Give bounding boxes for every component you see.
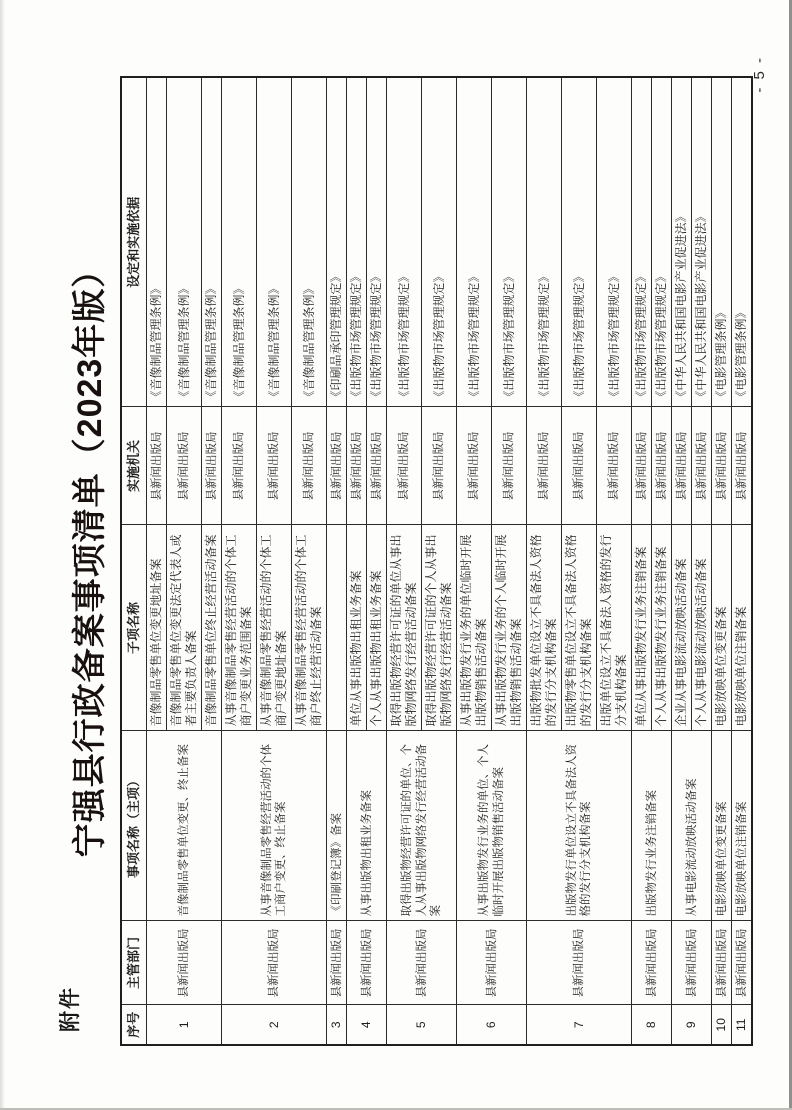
table-row: [387, 77, 422, 1045]
table-row: [457, 77, 492, 1045]
cell-basis: 《出版物市场管理规定》: [457, 77, 492, 407]
cell-department: 县新闻出版局: [632, 921, 672, 1005]
cell-no: 3: [327, 1005, 347, 1045]
column-header-agency: 实施机关: [121, 407, 147, 525]
cell-main-item: 音像制品零售单位变更、终止备案: [147, 731, 222, 921]
cell-sub-item: [327, 525, 347, 731]
cell-no: 6: [457, 1005, 527, 1045]
scan-edge-left: [0, 0, 5, 1110]
cell-sub-item: 出版物零售单位设立不具备法人资格的发行分支机构备案: [562, 525, 597, 731]
cell-sub-item: 企业从事电影流动放映活动备案: [672, 525, 692, 731]
cell-basis: 《电影管理条例》: [732, 77, 753, 407]
cell-department: 县新闻出版局: [672, 921, 712, 1005]
cell-agency: 县新闻出版局: [692, 407, 712, 525]
cell-basis: 《出版物市场管理规定》: [422, 77, 457, 407]
page-title: 宁强县行政备案事项清单（2023年版）: [71, 252, 109, 858]
cell-basis: 《音像制品管理条例》: [222, 77, 257, 407]
cell-department: 县新闻出版局: [527, 921, 632, 1005]
cell-sub-item: 出版物批发单位设立不具备法人资格的发行分支机构备案: [527, 525, 562, 731]
page-number: - 5 -: [751, 56, 768, 93]
cell-agency: 县新闻出版局: [562, 407, 597, 525]
cell-basis: 《出版物市场管理规定》: [367, 77, 387, 407]
column-header-main-item: 事项名称（主项）: [121, 731, 147, 921]
cell-sub-item: 从事音像制品零售经营活动的个体工商户终止经营活动备案: [292, 525, 327, 731]
cell-agency: 县新闻出版局: [527, 407, 562, 525]
table-row: [327, 77, 347, 1045]
cell-agency: 县新闻出版局: [327, 407, 347, 525]
attachment-label: 附件: [59, 986, 82, 1032]
table-row: [712, 77, 732, 1045]
cell-department: 县新闻出版局: [327, 921, 347, 1005]
cell-department: 县新闻出版局: [457, 921, 527, 1005]
cell-basis: 《音像制品管理条例》: [292, 77, 327, 407]
cell-basis: 《音像制品管理条例》: [147, 77, 167, 407]
cell-sub-item: 音像制品零售单位变更法定代表人或者主要负责人备案: [167, 525, 202, 731]
cell-agency: 县新闻出版局: [492, 407, 527, 525]
cell-agency: 县新闻出版局: [712, 407, 732, 525]
cell-main-item: 从事出版物出租业务备案: [347, 731, 387, 921]
cell-sub-item: 从事音像制品零售经营活动的个体工商户变更地址备案: [257, 525, 292, 731]
cell-agency: 县新闻出版局: [457, 407, 492, 525]
cell-main-item: 从事出版物发行业务的单位、个人临时开展出版物销售活动备案: [457, 731, 527, 921]
cell-basis: 《电影管理条例》: [712, 77, 732, 407]
cell-department: 县新闻出版局: [387, 921, 457, 1005]
cell-agency: 县新闻出版局: [387, 407, 422, 525]
cell-basis: 《出版物市场管理规定》: [632, 77, 652, 407]
cell-sub-item: 取得出版物经营许可证的单位从事出版物网络发行经营活动备案: [387, 525, 422, 731]
column-header-no: 序号: [121, 1005, 147, 1045]
cell-basis: 《印刷品承印管理规定》: [327, 77, 347, 407]
table-row: [672, 77, 692, 1045]
cell-department: 县新闻出版局: [347, 921, 387, 1005]
cell-no: 4: [347, 1005, 387, 1045]
table-body: [147, 77, 753, 1045]
cell-main-item: 电影放映单位注销备案: [732, 731, 753, 921]
column-header-sub-item: 子项名称: [121, 525, 147, 731]
cell-basis: 《中华人民共和国电影产业促进法》: [672, 77, 692, 407]
cell-agency: 县新闻出版局: [257, 407, 292, 525]
cell-sub-item: 个人从事出版物出租业务备案: [367, 525, 387, 731]
cell-basis: 《音像制品管理条例》: [167, 77, 202, 407]
cell-sub-item: 电影放映单位变更备案: [712, 525, 732, 731]
cell-no: 8: [632, 1005, 672, 1045]
table-row: [527, 77, 562, 1045]
table-header-row: [121, 77, 147, 1045]
cell-agency: 县新闻出版局: [367, 407, 387, 525]
cell-main-item: 《印刷登记簿》备案: [327, 731, 347, 921]
cell-main-item: 从事音像制品零售经营活动的个体工商户变更、终止备案: [222, 731, 327, 921]
cell-sub-item: 单位从事出版物出租业务备案: [347, 525, 367, 731]
cell-sub-item: 出版单位设立不具备法人资格的发行分支机构备案: [597, 525, 632, 731]
cell-no: 7: [527, 1005, 632, 1045]
table-row: [147, 77, 167, 1045]
cell-basis: 《音像制品管理条例》: [202, 77, 222, 407]
column-header-basis: 设定和实施依据: [121, 77, 147, 407]
cell-sub-item: 音像制品零售单位变更地址备案: [147, 525, 167, 731]
cell-sub-item: 取得出版物经营许可证的个人从事出版物网络发行经营活动备案: [422, 525, 457, 731]
cell-department: 县新闻出版局: [712, 921, 732, 1005]
cell-basis: 《出版物市场管理规定》: [527, 77, 562, 407]
cell-main-item: 电影放映单位变更备案: [712, 731, 732, 921]
cell-sub-item: 从事音像制品零售经营活动的个体工商户变更业务范围备案: [222, 525, 257, 731]
cell-department: 县新闻出版局: [222, 921, 327, 1005]
cell-sub-item: 个人从事出版物发行业务注销备案: [652, 525, 672, 731]
cell-agency: 县新闻出版局: [147, 407, 167, 525]
cell-basis: 《出版物市场管理规定》: [492, 77, 527, 407]
cell-sub-item: 个人从事电影流动放映活动备案: [692, 525, 712, 731]
column-header-department: 主管部门: [121, 921, 147, 1005]
table-row: [222, 77, 257, 1045]
cell-agency: 县新闻出版局: [222, 407, 257, 525]
cell-main-item: 出版物发行单位设立不具备法人资格的发行分支机构备案: [527, 731, 632, 921]
cell-basis: 《音像制品管理条例》: [257, 77, 292, 407]
cell-main-item: 取得出版物经营许可证的单位、个人从事出版物网络发行经营活动备案: [387, 731, 457, 921]
cell-no: 5: [387, 1005, 457, 1045]
cell-agency: 县新闻出版局: [292, 407, 327, 525]
cell-no: 1: [147, 1005, 222, 1045]
table-row: [632, 77, 652, 1045]
cell-agency: 县新闻出版局: [732, 407, 753, 525]
cell-main-item: 出版物发行业务注销备案: [632, 731, 672, 921]
cell-sub-item: 从事出版物发行业务的个人临时开展出版物销售活动备案: [492, 525, 527, 731]
cell-sub-item: 音像制品零售单位终止经营活动备案: [202, 525, 222, 731]
cell-agency: 县新闻出版局: [202, 407, 222, 525]
cell-agency: 县新闻出版局: [347, 407, 367, 525]
cell-basis: 《出版物市场管理规定》: [347, 77, 367, 407]
cell-basis: 《中华人民共和国电影产业促进法》: [692, 77, 712, 407]
cell-sub-item: 电影放映单位注销备案: [732, 525, 753, 731]
cell-basis: 《出版物市场管理规定》: [652, 77, 672, 407]
cell-agency: 县新闻出版局: [672, 407, 692, 525]
cell-agency: 县新闻出版局: [652, 407, 672, 525]
cell-agency: 县新闻出版局: [597, 407, 632, 525]
cell-agency: 县新闻出版局: [632, 407, 652, 525]
cell-no: 10: [712, 1005, 732, 1045]
cell-main-item: 从事电影流动放映活动备案: [672, 731, 712, 921]
cell-basis: 《出版物市场管理规定》: [387, 77, 422, 407]
cell-agency: 县新闻出版局: [422, 407, 457, 525]
cell-agency: 县新闻出版局: [167, 407, 202, 525]
cell-sub-item: 从事出版物发行业务的单位临时开展出版物销售活动备案: [457, 525, 492, 731]
cell-department: 县新闻出版局: [732, 921, 753, 1005]
cell-no: 11: [732, 1005, 753, 1045]
cell-no: 2: [222, 1005, 327, 1045]
cell-department: 县新闻出版局: [147, 921, 222, 1005]
filing-table: [120, 76, 753, 1046]
cell-basis: 《出版物市场管理规定》: [562, 77, 597, 407]
table-row: [347, 77, 367, 1045]
cell-no: 9: [672, 1005, 712, 1045]
cell-basis: 《出版物市场管理规定》: [597, 77, 632, 407]
table-row: [732, 77, 753, 1045]
cell-sub-item: 单位从事出版物发行业务注销备案: [632, 525, 652, 731]
